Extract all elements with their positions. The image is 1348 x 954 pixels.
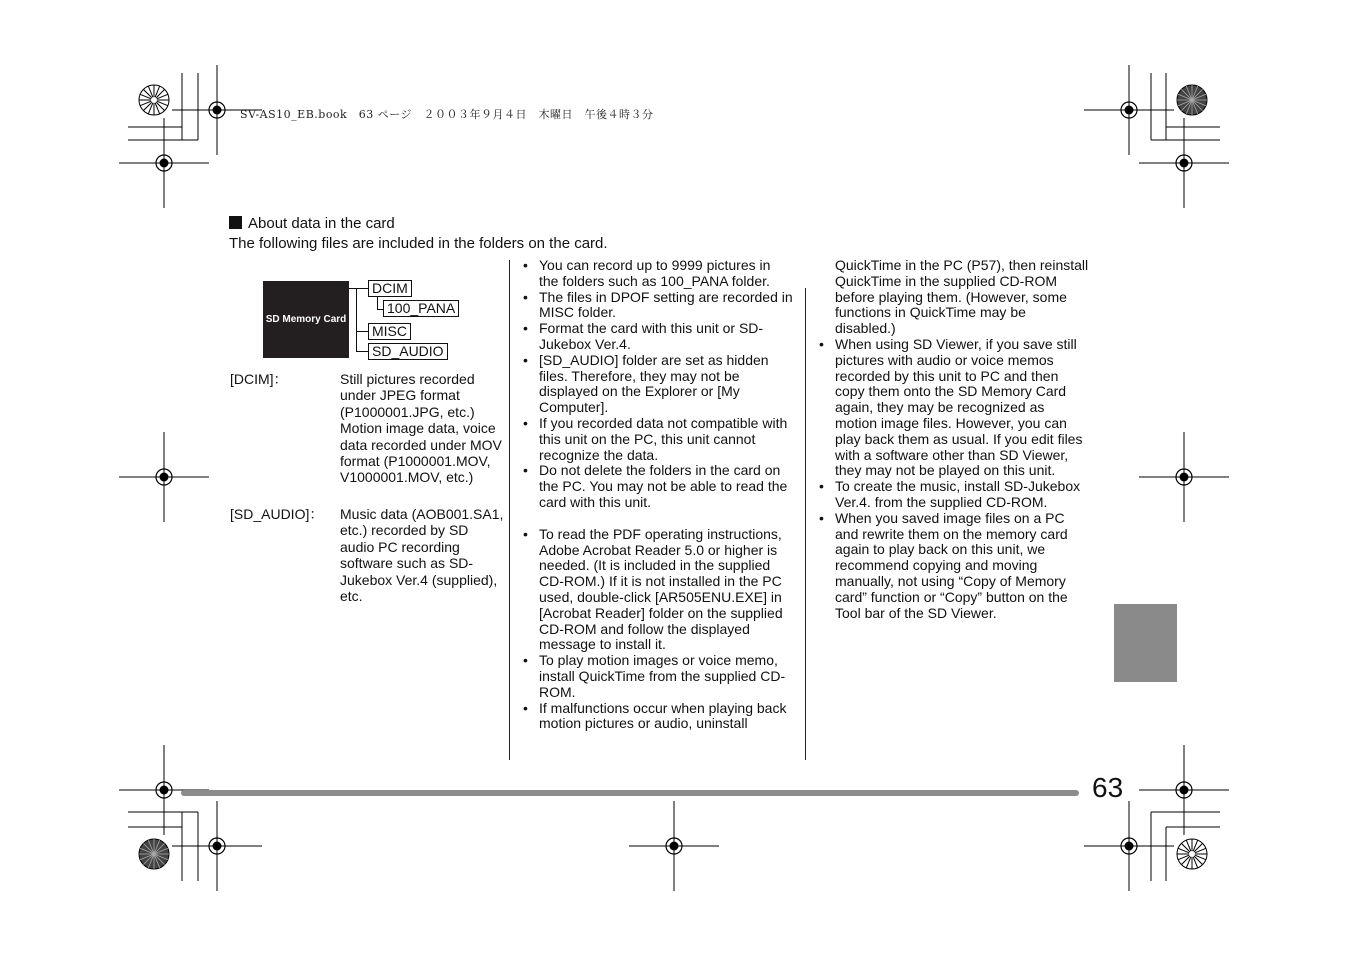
crosshair-icon <box>1084 65 1174 155</box>
section-title <box>229 215 395 232</box>
crosshair-icon <box>172 801 262 891</box>
crosshair-icon <box>119 118 209 208</box>
list-item: • Do not delete the folders in the card on the PC. You may not be able to read the card with this unit. <box>521 463 793 510</box>
list-item: • When you saved image files on a PC and rewrite them on the memory card again to play back on this unit, we recommend copying and moving manually, not using “Copy of Memory card” function or “Copy” button on the Tool bar of the SD Viewer. <box>817 511 1089 622</box>
list-item: • You can record up to 9999 pictures in the folders such as 100_PANA folder. <box>521 258 793 290</box>
definition-description: Still pictures recorded under JPEG format (P1000001.JPG, etc.) Motion image data, voice data recorded under MOV format (P1000001.MOV, V1000001.MOV, etc.) <box>340 371 502 486</box>
tree-connector <box>356 351 368 352</box>
footer-bar <box>181 790 1079 796</box>
tree-connector <box>356 288 357 352</box>
tree-connector <box>356 331 368 332</box>
sd-card-label: SD Memory Card <box>265 314 347 325</box>
notes-list-middle <box>521 258 793 732</box>
crosshair-icon <box>1084 801 1174 891</box>
definition-term: [SD_AUDIO]： <box>230 506 324 522</box>
definition-description: Music data (AOB001.SA1, etc.) recorded by SD audio PC recording software such as SD-Jukebox Ver.4 (supplied), etc. <box>340 506 504 605</box>
registration-star-icon <box>1177 839 1207 869</box>
crosshair-icon <box>1139 432 1229 522</box>
list-item: • Format the card with this unit or SD-Jukebox Ver.4. <box>521 321 793 353</box>
notes-list-right <box>817 258 1089 621</box>
list-item: • If you recorded data not compatible with this unit on the PC, this unit cannot recognize the data. <box>521 416 793 463</box>
folder-misc: MISC <box>368 323 411 340</box>
list-item: • The files in DPOF setting are recorded in MISC folder. <box>521 290 793 322</box>
tree-connector <box>356 288 368 289</box>
list-item: • To read the PDF operating instructions, Adobe Acrobat Reader 5.0 or higher is needed. (It is included in the supplied CD-ROM.) If it is not installed in the PC used, double-click [AR505ENU.EXE] in [Acrobat Reader] folder on the supplied CD-ROM and follow the displayed message to install it. <box>521 527 793 653</box>
crosshair-icon <box>1139 745 1229 835</box>
crosshair-icon <box>629 801 719 891</box>
folder-sd-audio: SD_AUDIO <box>368 343 448 360</box>
print-header: SV-AS10_EB.book 63 ページ ２００３年９月４日 木曜日 午後４時３分 <box>240 108 654 121</box>
list-item: • To create the music, install SD-Jukebox Ver.4. from the supplied CD-ROM. <box>817 479 1089 511</box>
column-divider <box>509 260 510 760</box>
folder-100-pana: 100_PANA <box>383 300 459 317</box>
folder-dcim: DCIM <box>368 280 412 297</box>
list-item-continued: QuickTime in the PC (P57), then reinstall QuickTime in the supplied CD-ROM before playing them. (However, some functions in QuickTime may be disabled.) <box>835 257 1089 337</box>
crosshair-icon <box>1139 118 1229 208</box>
list-item: • To play motion images or voice memo, install QuickTime from the supplied CD-ROM. <box>521 653 793 700</box>
list-item: • When using SD Viewer, if you save still pictures with audio or voice memos recorded by this unit to PC and then copy them onto the SD Memory Card again, they may be recognized as motion image files. However, you can play back them as usual. If you edit files with a software other than SD Viewer, they may not be played on this unit. <box>817 337 1089 479</box>
section-title-text: About data in the card <box>248 215 395 232</box>
page-number: 63 <box>1092 772 1124 803</box>
registration-star-icon <box>139 839 169 869</box>
crosshair-icon <box>119 432 209 522</box>
sd-card-graphic <box>263 281 349 358</box>
registration-star-icon <box>1177 85 1207 115</box>
column-divider <box>805 288 806 760</box>
intro-text: The following files are included in the folders on the card. <box>229 235 608 252</box>
definition-term: [DCIM]： <box>230 371 288 387</box>
square-bullet-icon <box>229 216 242 229</box>
registration-star-icon <box>139 85 169 115</box>
list-item: • If malfunctions occur when playing back motion pictures or audio, uninstall <box>521 701 793 733</box>
chapter-tab <box>1114 604 1177 682</box>
list-item: • [SD_AUDIO] folder are set as hidden files. Therefore, they may not be displayed on the Explorer or [My Computer]. <box>521 353 793 416</box>
